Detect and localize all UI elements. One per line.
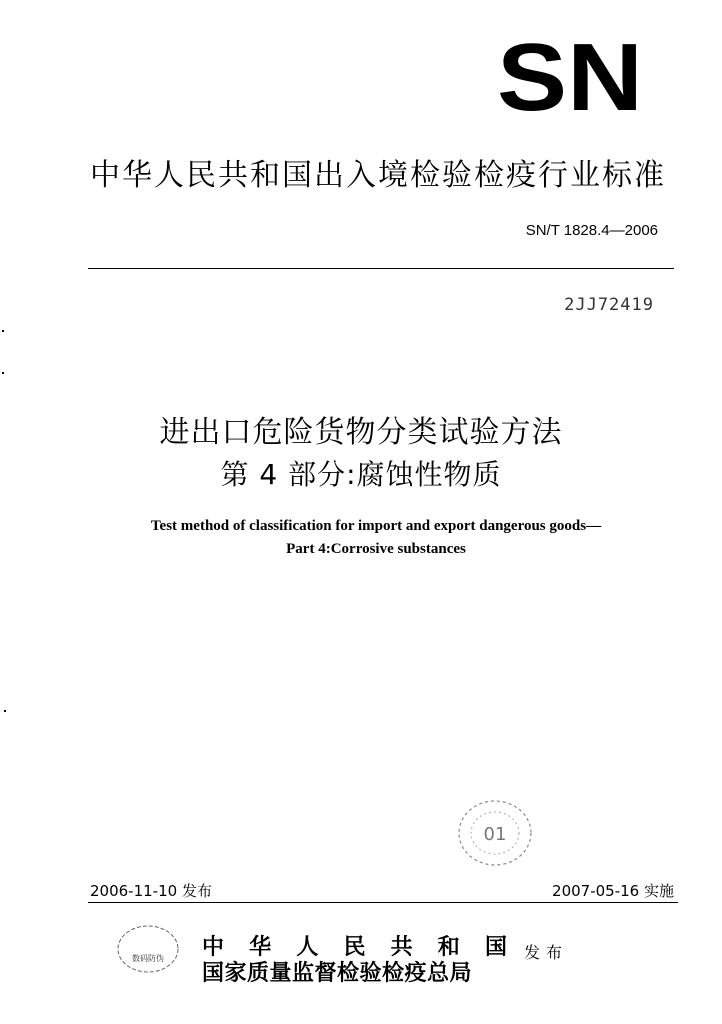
- standard-code: SN/T 1828.4—2006: [525, 222, 658, 239]
- top-divider: [88, 268, 674, 269]
- stamp-text: 数码防伪: [132, 954, 164, 963]
- title-cn-line2: 第 4 部分:腐蚀性物质: [220, 458, 502, 491]
- sn-logo: [495, 38, 645, 116]
- issuer-char: 中: [202, 934, 225, 960]
- seal-stamp: [455, 797, 535, 869]
- seal-text: 01: [483, 824, 507, 845]
- title-en-line1: Test method of classification for import and export dangerous goods—: [150, 518, 602, 534]
- issue-date: 2006-11-10 发布: [90, 882, 212, 900]
- issuer-agency: 国家质量监督检验检疫总局: [202, 960, 473, 986]
- anti-counterfeit-stamp: [116, 924, 180, 974]
- issuer-char: 国: [484, 934, 507, 960]
- issuer-char: 和: [437, 934, 460, 960]
- issuer-char: 民: [343, 934, 366, 960]
- scan-mark: [4, 710, 6, 712]
- scan-mark: [2, 372, 4, 374]
- title-en-line2: Part 4:Corrosive substances: [286, 541, 466, 557]
- scan-mark: [2, 330, 4, 332]
- implement-date: 2007-05-16 实施: [552, 882, 674, 900]
- bottom-divider: [88, 902, 678, 903]
- archive-number: 2JJ72419: [564, 295, 654, 315]
- publish-label: 发布: [524, 943, 569, 962]
- issuer-char: 共: [390, 934, 413, 960]
- logo-text: SN: [497, 38, 643, 116]
- title-cn-line1: 进出口危险货物分类试验方法: [159, 415, 563, 450]
- issuer-char: 人: [296, 934, 319, 960]
- issuer-char: 华: [249, 934, 272, 960]
- standard-type: 中华人民共和国出入境检验检疫行业标准: [90, 158, 666, 193]
